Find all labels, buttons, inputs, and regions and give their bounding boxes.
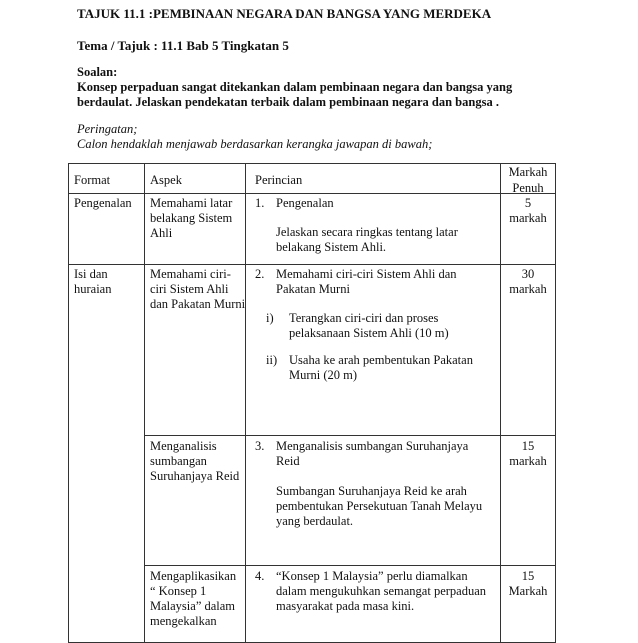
row3-aspek-line-1: Menganalisis (150, 439, 217, 453)
row3-desc-line-2: pembentukan Persekutuan Tanah Melayu (276, 499, 483, 513)
row2-markah-unit: markah (509, 282, 547, 296)
row1-desc-line-2: belakang Sistem Ahli. (276, 240, 387, 254)
row1-aspek-line-1: Memahami latar (150, 196, 233, 210)
row3-desc-line-3: yang berdaulat. (276, 514, 354, 528)
row3-heading-line-2: Reid (276, 454, 300, 468)
row1-aspek-line-2: belakang Sistem (150, 211, 233, 225)
row2-subitem-2-label: ii) (266, 353, 278, 367)
row-divider-3 (144, 565, 556, 566)
row2-format-line-2: huraian (74, 282, 112, 296)
header-penuh: Penuh (512, 181, 544, 195)
row2-subitem-2-line-1: Usaha ke arah pembentukan Pakatan (289, 353, 473, 367)
row1-markah-unit: markah (509, 211, 547, 225)
row1-number: 1. (255, 196, 265, 210)
row3-number: 3. (255, 439, 265, 453)
row1-desc-line-1: Jelaskan secara ringkas tentang latar (276, 225, 458, 239)
header-format: Format (74, 173, 111, 187)
column-divider-format (144, 163, 145, 643)
row3-heading-line-1: Menganalisis sumbangan Suruhanjaya (276, 439, 469, 453)
row2-subitem-1-label: i) (266, 311, 274, 325)
header-perincian: Perincian (255, 173, 303, 187)
row2-subitem-1-line-2: pelaksanaan Sistem Ahli (10 m) (289, 326, 449, 340)
row-divider-1 (68, 264, 556, 265)
row3-desc-line-1: Sumbangan Suruhanjaya Reid ke arah (276, 484, 467, 498)
row-divider-2 (144, 435, 556, 436)
row4-markah-value: 15 (521, 569, 535, 583)
row3-markah-value: 15 (521, 439, 535, 453)
row2-markah-value: 30 (521, 267, 535, 281)
column-divider-aspek (245, 163, 246, 643)
row4-aspek-line-3: Malaysia” dalam (150, 599, 236, 613)
row3-aspek-line-3: Suruhanjaya Reid (150, 469, 240, 483)
row1-format: Pengenalan (74, 196, 132, 210)
row2-aspek-line-2: ciri Sistem Ahli (150, 282, 229, 296)
row4-aspek-line-2: “ Konsep 1 (150, 584, 207, 598)
row4-number: 4. (255, 569, 265, 583)
header-markah: Markah (508, 165, 548, 179)
row2-heading-line-2: Pakatan Murni (276, 282, 350, 296)
row2-aspek-line-3: dan Pakatan Murni (150, 297, 246, 311)
question-label: Soalan: (77, 65, 118, 79)
row3-markah-unit: markah (509, 454, 547, 468)
row2-aspek-line-1: Memahami ciri- (150, 267, 231, 281)
row4-heading-line-2: dalam mengukuhkan semangat perpaduan (276, 584, 486, 598)
row4-aspek-line-4: mengekalkan (150, 614, 217, 628)
row4-heading-line-3: masyarakat pada masa kini. (276, 599, 415, 613)
document-title: TAJUK 11.1 :PEMBINAAN NEGARA DAN BANGSA YANG MERDEKA (77, 6, 492, 21)
warning-title: Peringatan; (77, 122, 138, 136)
row2-format-line-1: Isi dan (74, 267, 108, 281)
row-divider-header (68, 193, 556, 194)
row4-markah-unit: Markah (508, 584, 548, 598)
row2-subitem-1-line-1: Terangkan ciri-ciri dan proses (289, 311, 439, 325)
row1-heading: Pengenalan (276, 196, 334, 210)
row2-number: 2. (255, 267, 265, 281)
question-text-line-2: berdaulat. Jelaskan pendekatan terbaik dalam pembinaan negara dan bangsa . (77, 95, 499, 109)
row4-aspek-line-1: Mengaplikasikan (150, 569, 237, 583)
theme-line: Tema / Tajuk : 11.1 Bab 5 Tingkatan 5 (77, 38, 289, 53)
row3-aspek-line-2: sumbangan (150, 454, 207, 468)
row1-markah-value: 5 (524, 196, 532, 210)
row1-aspek-line-3: Ahli (150, 226, 173, 240)
row2-subitem-2-line-2: Murni (20 m) (289, 368, 358, 382)
question-text-line-1: Konsep perpaduan sangat ditekankan dalam pembinaan negara dan bangsa yang (77, 80, 513, 94)
row2-heading-line-1: Memahami ciri-ciri Sistem Ahli dan (276, 267, 457, 281)
warning-text: Calon hendaklah menjawab berdasarkan kerangka jawapan di bawah; (77, 137, 433, 151)
header-aspek: Aspek (150, 173, 182, 187)
row4-heading-line-1: “Konsep 1 Malaysia” perlu diamalkan (276, 569, 468, 583)
